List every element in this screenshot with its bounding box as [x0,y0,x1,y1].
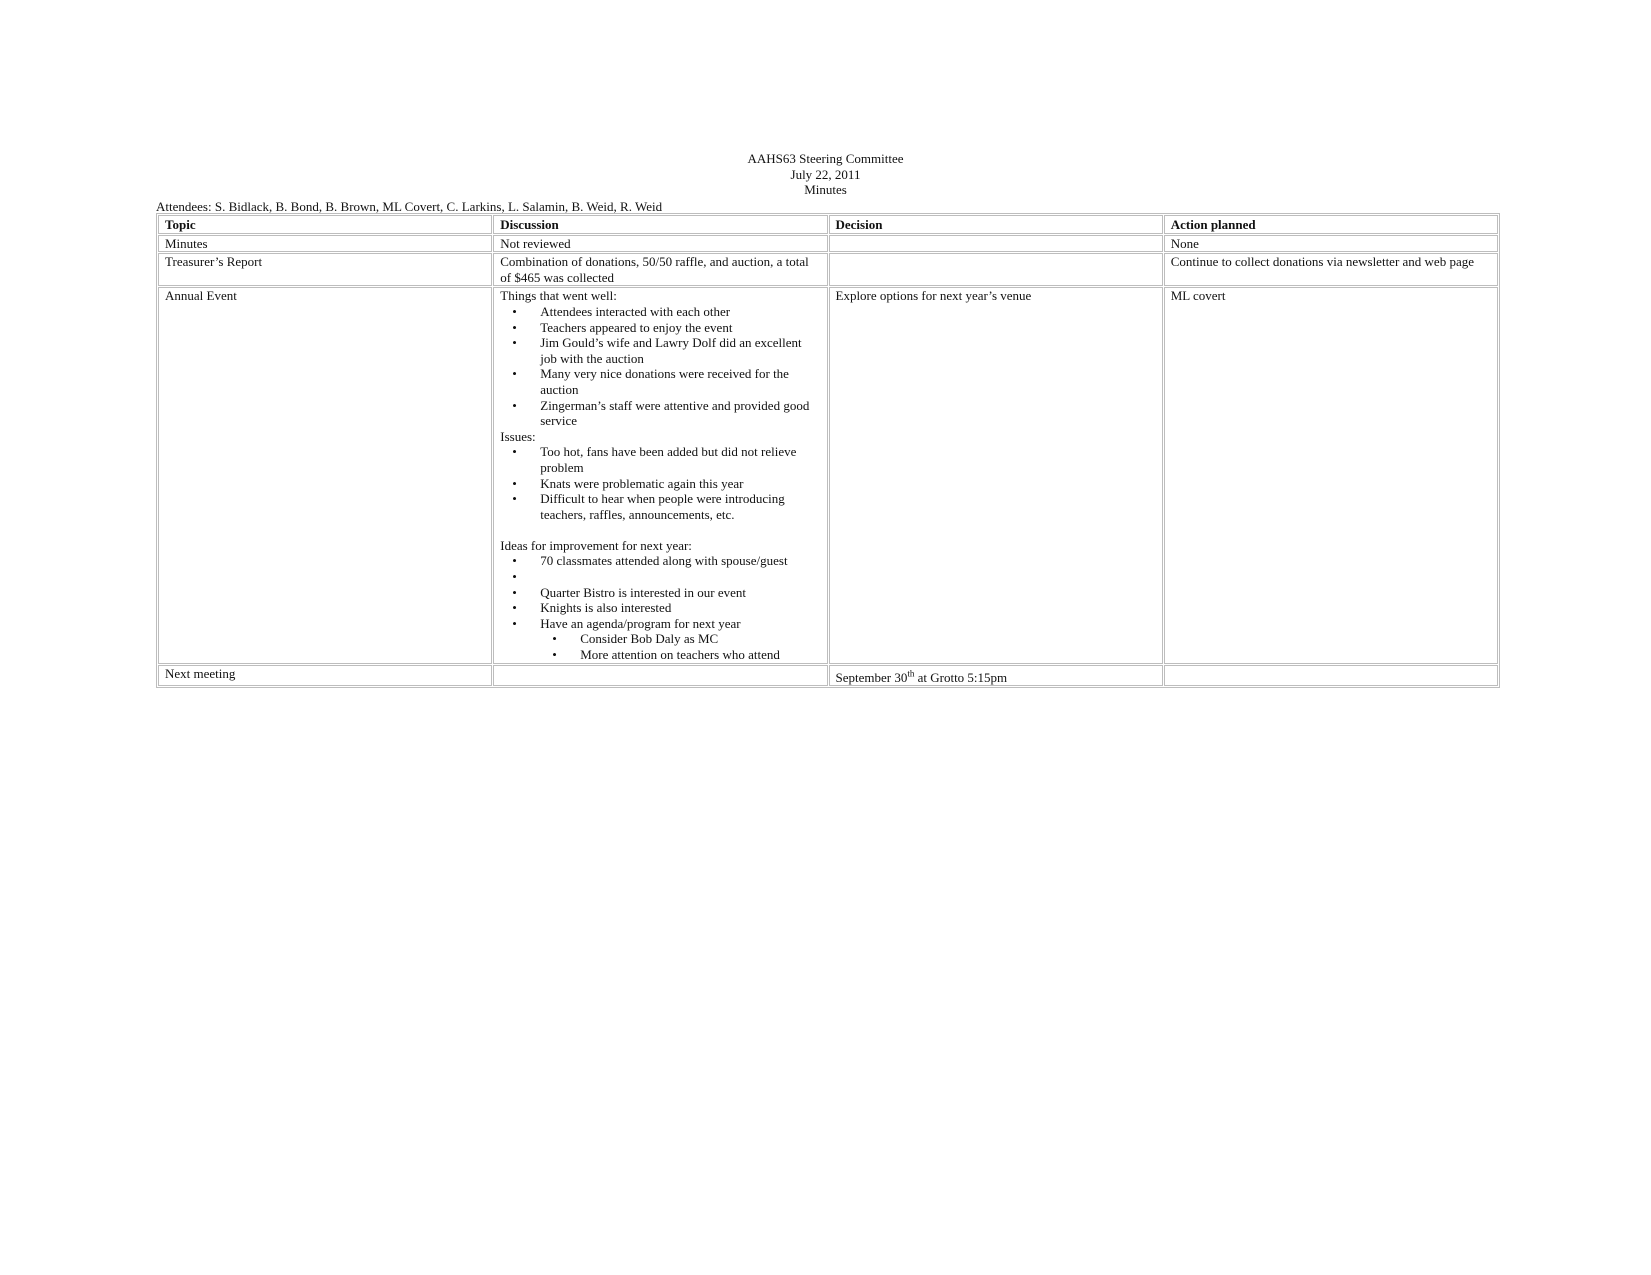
cell-action [1164,287,1498,663]
table-row-next-meeting [158,665,1498,687]
list-item: • Consider Bob Daly as MC [552,631,719,647]
cell-discussion: Combination of donations, 50/50 raffle, and auction, a total of $465 was collected [493,253,827,286]
list-item: • Difficult to hear when people were introducing teachers, raffles, announcements, etc. [512,491,785,522]
list-item: • Knats were problematic again this year [512,475,744,491]
header-discussion: Discussion [493,215,827,234]
issues-label: Issues: [500,428,536,444]
bullet-icon: • [552,631,557,647]
cell-action [1164,665,1498,687]
bullet-icon: • [552,647,557,663]
action-text: ML covert [1170,288,1226,304]
issues-list [500,444,820,522]
bullet-icon: • [512,319,517,335]
list-item: • Jim Gould’s wife and Lawry Dolf did an excellent job with the auction [512,335,802,366]
table-header-row [158,215,1498,234]
list-item: • Have an agenda/program for next year [512,615,741,631]
cell-discussion [493,665,827,687]
cell-topic: Annual Event [158,287,492,663]
document-header [0,151,1651,198]
list-item: • Zingerman’s staff were attentive and provided good service [512,397,810,429]
bullet-icon: • [512,615,517,631]
meeting-date: July 22, 2011 [790,166,861,182]
header-action: Action planned [1164,215,1498,234]
list-item: • Too hot, fans have been added but did not relieve problem [512,444,797,475]
decision-text: Explore options for next year’s venue [835,288,1032,304]
table-row-treasurer [158,253,1498,286]
bullet-icon: • [512,491,517,507]
cell-topic: Minutes [158,235,492,253]
minutes-table [156,213,1500,688]
bullet-icon: • [512,335,517,351]
cell-topic: Treasurer’s Report [158,253,492,286]
bullet-icon: • [512,584,517,600]
ideas-list [500,553,820,631]
bullet-icon: • [512,475,517,491]
list-item: • Knights is also interested [512,600,672,616]
bullet-icon: • [512,569,517,585]
table-row-annual-event [158,287,1498,663]
bullet-icon: • [512,553,517,569]
list-item: • More attention on teachers who attend [552,647,780,663]
list-item [500,569,820,585]
cell-decision: September 30th at Grotto 5:15pm [829,665,1163,687]
bullet-icon: • [512,303,517,319]
bullet-icon: • [512,366,517,382]
bullet-icon: • [512,444,517,460]
committee-title: AAHS63 Steering Committee [747,151,904,166]
went-well-list [500,304,820,429]
list-item: • 70 classmates attended along with spouse/guest [512,553,788,569]
cell-discussion [493,287,827,663]
cell-action: Continue to collect donations via newsletter and web page [1164,253,1498,286]
cell-discussion: Not reviewed [493,235,827,253]
list-item: • Teachers appeared to enjoy the event [512,319,733,335]
cell-decision [829,287,1163,663]
cell-topic: Next meeting [158,665,492,687]
header-decision: Decision [829,215,1163,234]
ideas-label: Ideas for improvement for next year: [500,537,692,553]
list-item: • Quarter Bistro is interested in our event [512,584,747,600]
ideas-sublist [500,631,820,662]
list-item: • Attendees interacted with each other [512,303,731,319]
bullet-icon: • [512,600,517,616]
cell-decision [829,253,1163,286]
bullet-icon: • [512,397,517,413]
document-type: Minutes [804,182,847,197]
went-well-label: Things that went well: [500,288,617,304]
cell-decision [829,235,1163,253]
spacer [500,522,820,538]
attendees-line: Attendees: S. Bidlack, B. Bond, B. Brown, ML Covert, C. Larkins, L. Salamin, B. Weid, R. Weid [156,199,663,214]
list-item: • Many very nice donations were received for the auction [512,366,789,397]
header-topic: Topic [158,215,492,234]
cell-action: None [1164,235,1498,253]
table-row-minutes [158,235,1498,253]
